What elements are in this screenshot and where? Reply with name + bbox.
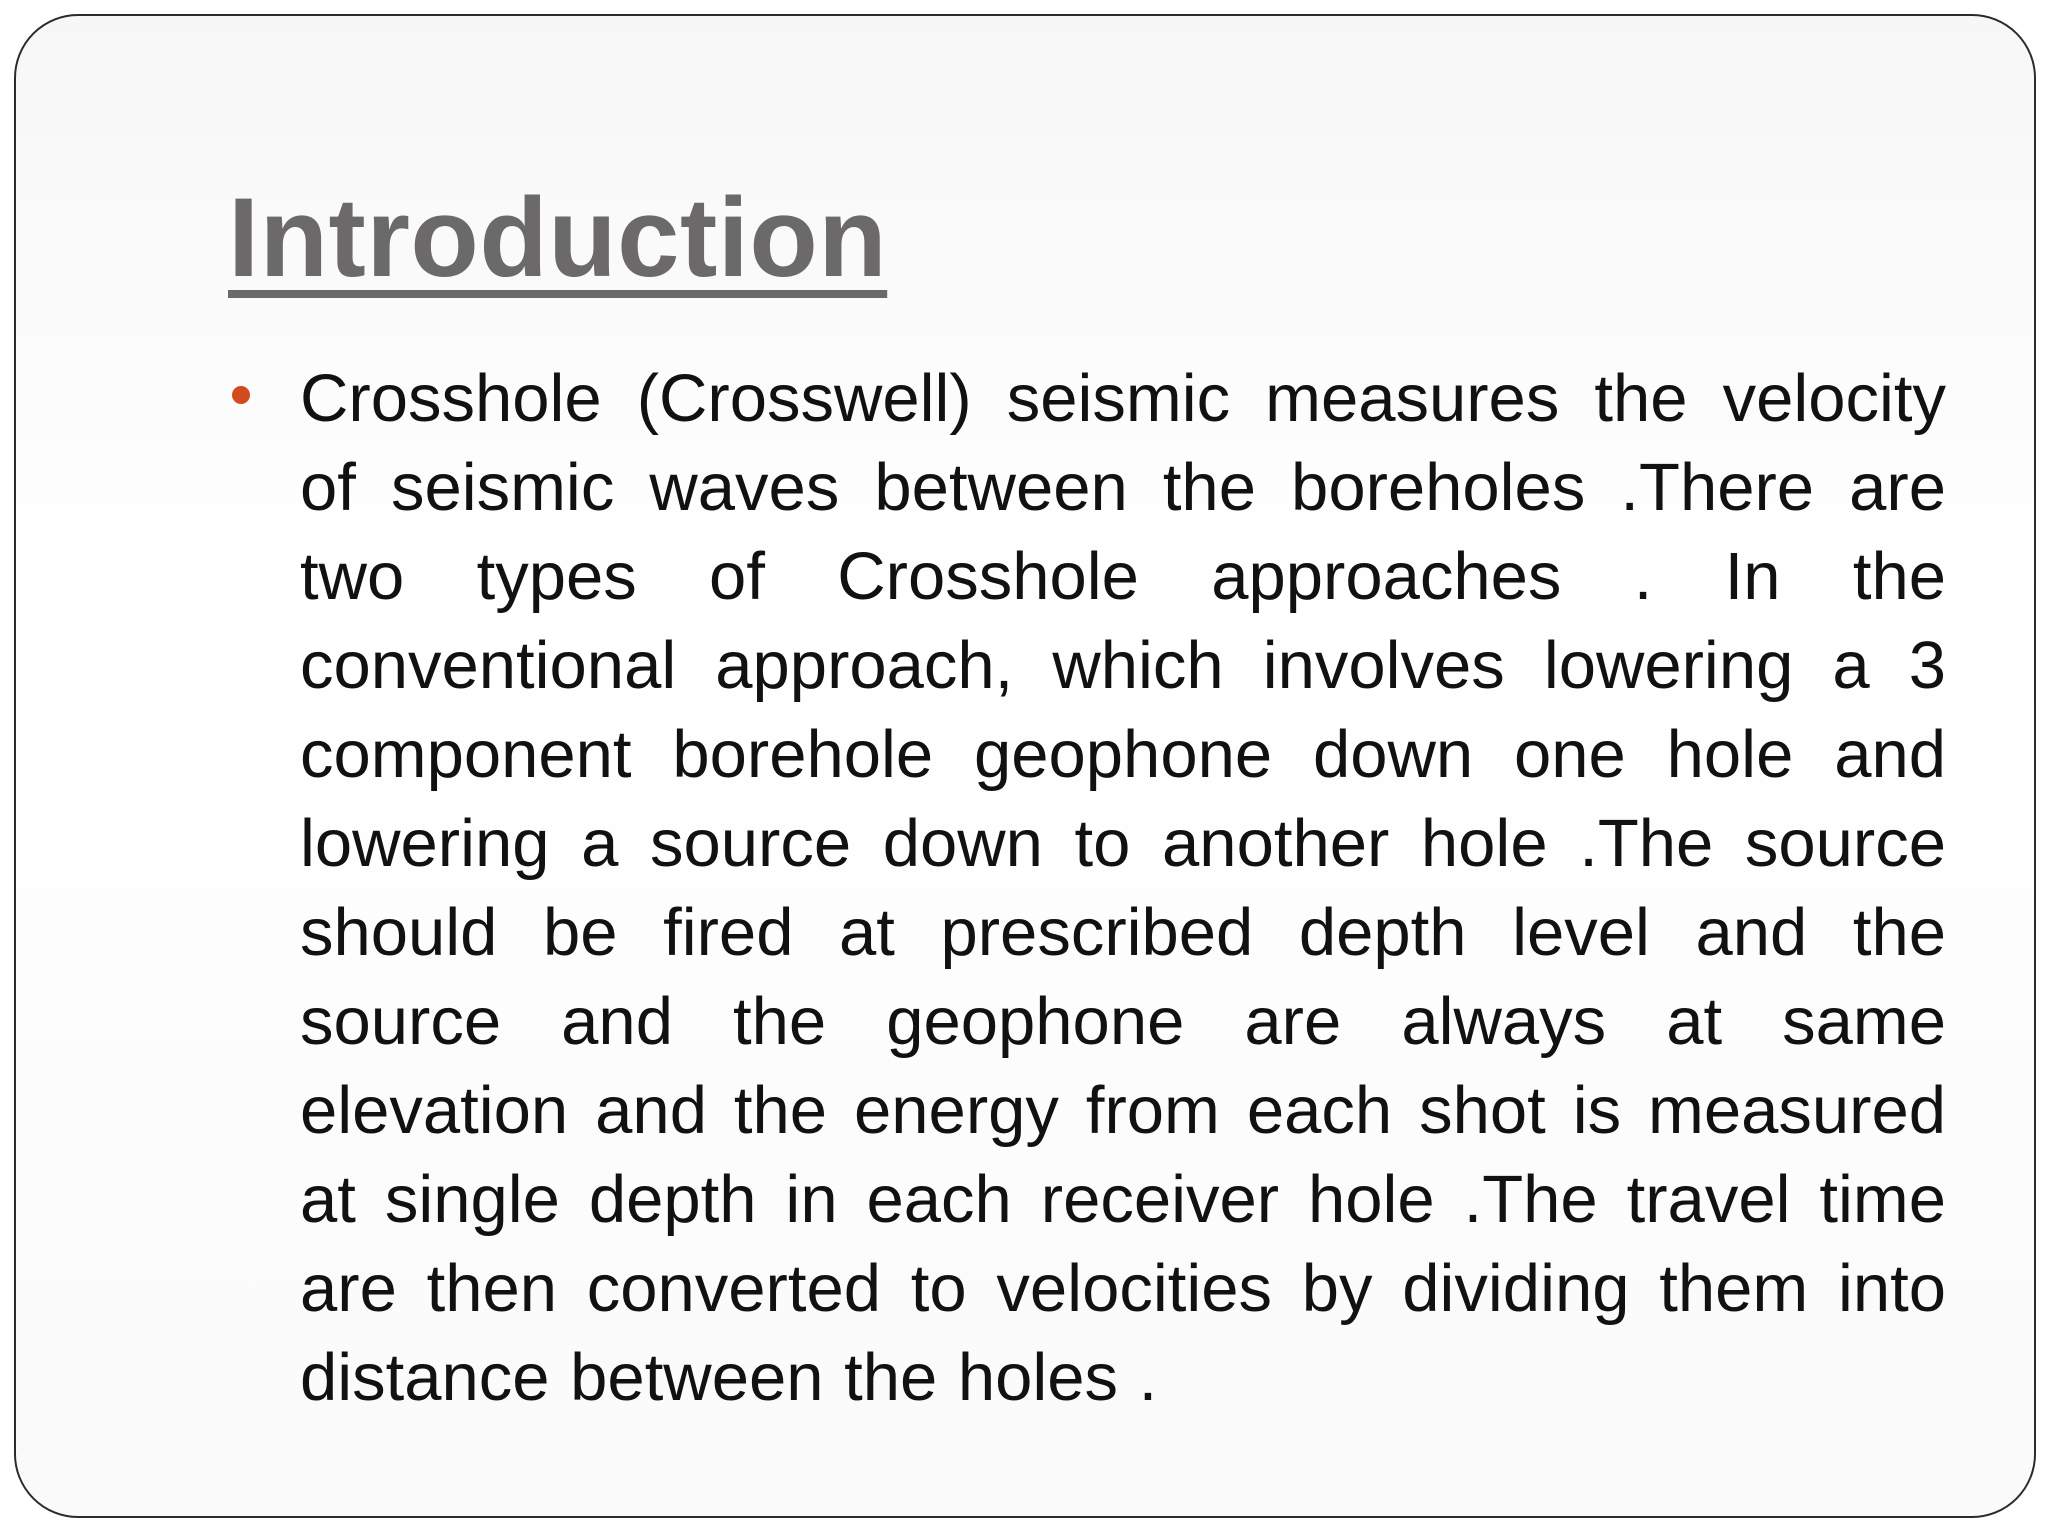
- bullet-item: [230, 354, 1946, 1422]
- slide: [14, 14, 2036, 1518]
- slide-title: Introduction: [228, 175, 888, 300]
- bullet-dot-icon: [232, 386, 250, 404]
- bullet-text: Crosshole (Crosswell) seismic measures the velocity of seismic waves between the boreholes .There are two types of Crosshole approaches . In the conventional approach, which involves lowering a 3 component borehole geophone down one hole and lowering a source down to another hole .The source should be fired at prescribed depth level and the source and the geophone are always at same elevation and the energy from each shot is measured at single depth in each receiver hole .The travel time are then converted to velocities by dividing them into distance between the holes .: [300, 361, 1946, 1415]
